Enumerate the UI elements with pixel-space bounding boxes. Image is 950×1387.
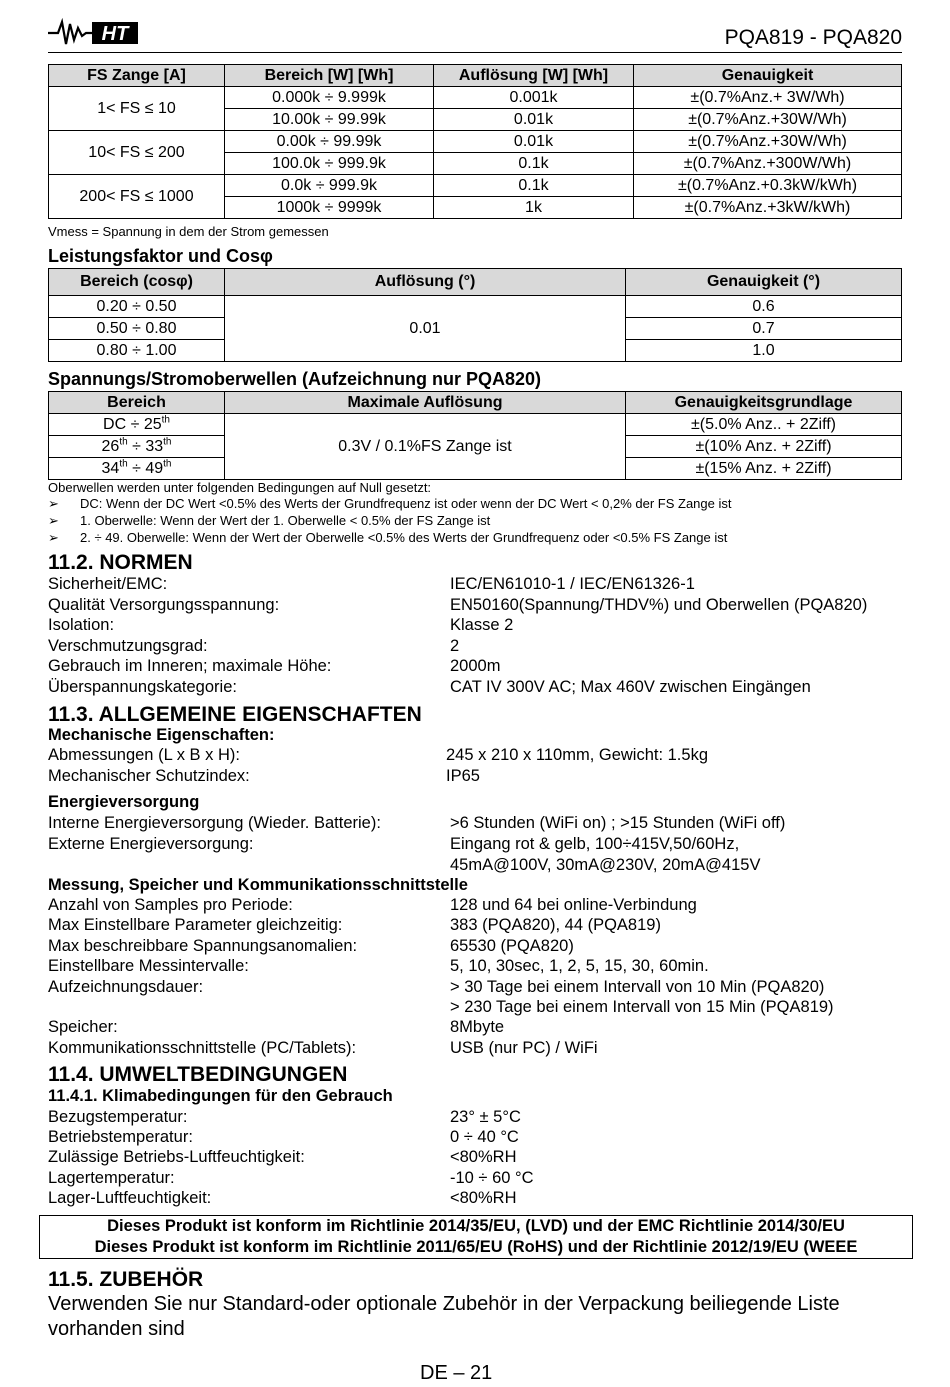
range-cell: 100.0k ÷ 999.9k — [225, 153, 434, 175]
harmonics-title: Spannungs/Stromoberwellen (Aufzeichnung nur PQA820) — [48, 369, 542, 389]
pf-table — [48, 268, 902, 362]
spec-row: Zulässige Betriebs-Luftfeuchtigkeit: <80%RH — [48, 1148, 517, 1166]
harm-range-cell: 34th ÷ 49th — [49, 458, 225, 480]
accuracy-cell: ±(0.7%Anz.+30W/Wh) — [634, 109, 902, 131]
col-pf-range: Bereich (cosφ) — [49, 269, 225, 296]
arrow-bullet-icon: ➢ — [48, 496, 59, 511]
spec-row: Aufzeichnungsdauer: > 30 Tage bei einem Intervall von 10 Min (PQA820) — [48, 978, 825, 996]
harmonics-table — [48, 391, 902, 480]
accuracy-cell: ±(0.7%Anz.+3kW/kWh) — [634, 197, 902, 219]
bullet-item: ➢ 2. ÷ 49. Oberwelle: Wenn der Wert der Oberwelle <0.5% des Werts der Grundfrequenz oder <0.5% FS Zange ist — [48, 530, 728, 545]
pf-range-cell: 0.50 ÷ 0.80 — [49, 318, 225, 340]
normen-heading: 11.2. NORMEN — [48, 551, 193, 574]
table-row — [49, 175, 902, 197]
pf-range-cell: 0.80 ÷ 1.00 — [49, 340, 225, 362]
spec-row: Lagertemperatur: -10 ÷ 60 °C — [48, 1169, 534, 1187]
spec-row: Max Einstellbare Parameter gleichzeitig: 383 (PQA820), 44 (PQA819) — [48, 916, 661, 934]
resolution-cell: 1k — [434, 197, 634, 219]
mess-subtitle: Messung, Speicher und Kommunikationsschnittstelle — [48, 876, 468, 894]
logo-text: HT — [101, 23, 129, 45]
resolution-cell: 0.1k — [434, 153, 634, 175]
spec-row: > 230 Tage bei einem Intervall von 15 Min (PQA819) — [450, 998, 834, 1016]
range-cell: 0.000k ÷ 9.999k — [225, 87, 434, 109]
col-pf-resolution: Auflösung (°) — [225, 269, 626, 296]
power-table-note: Vmess = Spannung in dem der Strom gemessen — [48, 224, 329, 239]
arrow-bullet-icon: ➢ — [48, 513, 59, 528]
table-row — [49, 296, 902, 318]
pf-accuracy-cell: 0.6 — [626, 296, 902, 318]
conformity-box — [39, 1215, 913, 1259]
arrow-bullet-icon: ➢ — [48, 530, 59, 545]
range-cell: 10.00k ÷ 99.99k — [225, 109, 434, 131]
harm-range-cell: 26th ÷ 33th — [49, 436, 225, 458]
fs-cell: 1< FS ≤ 10 — [49, 87, 225, 131]
energy-subtitle: Energieversorgung — [48, 793, 200, 811]
accuracy-cell: ±(0.7%Anz.+0.3kW/kWh) — [634, 175, 902, 197]
pf-accuracy-cell: 0.7 — [626, 318, 902, 340]
spec-row: Qualität Versorgungsspannung: EN50160(Spannung/THDV%) und Oberwellen (PQA820) — [48, 596, 868, 614]
table-row — [49, 131, 902, 153]
harm-accuracy-cell: ±(5.0% Anz.. + 2Ziff) — [626, 414, 902, 436]
spec-row: Externe Energieversorgung: Eingang rot & gelb, 100÷415V,50/60Hz, — [48, 835, 740, 853]
bullet-item: ➢ 1. Oberwelle: Wenn der Wert der 1. Oberwelle < 0.5% der FS Zange ist — [48, 513, 491, 528]
resolution-cell: 0.01k — [434, 109, 634, 131]
col-harm-range: Bereich — [49, 392, 225, 414]
col-harm-resolution: Maximale Auflösung — [225, 392, 626, 414]
resolution-cell: 0.001k — [434, 87, 634, 109]
spec-row: Abmessungen (L x B x H): 245 x 210 x 110mm, Gewicht: 1.5kg — [48, 746, 708, 764]
umwelt-heading: 11.4. UMWELTBEDINGUNGEN — [48, 1063, 348, 1086]
klima-subtitle: 11.4.1. Klimabedingungen für den Gebrauch — [48, 1087, 393, 1105]
range-cell: 0.0k ÷ 999.9k — [225, 175, 434, 197]
accuracy-cell: ±(0.7%Anz.+30W/Wh) — [634, 131, 902, 153]
col-range: Bereich [W] [Wh] — [225, 65, 434, 87]
spec-row: Speicher: 8Mbyte — [48, 1018, 505, 1036]
power-table — [48, 64, 902, 219]
spec-row: 45mA@100V, 30mA@230V, 20mA@415V — [450, 856, 761, 874]
zubehoer-heading: 11.5. ZUBEHÖR — [48, 1268, 204, 1291]
spec-row: Betriebstemperatur: 0 ÷ 40 °C — [48, 1128, 519, 1146]
pf-range-cell: 0.20 ÷ 0.50 — [49, 296, 225, 318]
spec-row: Interne Energieversorgung (Wieder. Batterie): >6 Stunden (WiFi on) ; >15 Stunden (WiFi off) — [48, 814, 786, 832]
pf-resolution-cell: 0.01 — [225, 296, 626, 362]
fs-cell: 10< FS ≤ 200 — [49, 131, 225, 175]
col-harm-accuracy: Genauigkeitsgrundlage — [626, 392, 902, 414]
allgemeine-heading: 11.3. ALLGEMEINE EIGENSCHAFTEN — [48, 703, 422, 726]
harm-range-cell: DC ÷ 25th — [49, 414, 225, 436]
spec-row: Sicherheit/EMC: IEC/EN61010-1 / IEC/EN61326-1 — [48, 575, 695, 593]
col-pf-accuracy: Genauigkeit (°) — [626, 269, 902, 296]
resolution-cell: 0.01k — [434, 131, 634, 153]
harm-accuracy-cell: ±(10% Anz. + 2Ziff) — [626, 436, 902, 458]
fs-cell: 200< FS ≤ 1000 — [49, 175, 225, 219]
conformity-line: Dieses Produkt ist konform im Richtlinie 2011/65/EU (RoHS) und der Richtlinie 2012/19/EU (WEEE — [94, 1238, 858, 1256]
col-accuracy: Genauigkeit — [634, 65, 902, 87]
spec-row: Isolation: Klasse 2 — [48, 616, 514, 634]
spec-row: Verschmutzungsgrad: 2 — [48, 637, 460, 655]
harmonics-note: Oberwellen werden unter folgenden Bedingungen auf Null gesetzt: — [48, 480, 432, 495]
mech-subtitle: Mechanische Eigenschaften: — [48, 726, 275, 744]
harm-resolution-cell: 0.3V / 0.1%FS Zange ist — [225, 414, 626, 480]
resolution-cell: 0.1k — [434, 175, 634, 197]
model-title: PQA819 - PQA820 — [724, 26, 902, 49]
range-cell: 0.00k ÷ 99.99k — [225, 131, 434, 153]
spec-row: Gebrauch im Inneren; maximale Höhe: 2000m — [48, 657, 501, 675]
spec-row: Lager-Luftfeuchtigkeit: <80%RH — [48, 1189, 517, 1207]
harm-accuracy-cell: ±(15% Anz. + 2Ziff) — [626, 458, 902, 480]
spec-row: Kommunikationsschnittstelle (PC/Tablets): USB (nur PC) / WiFi — [48, 1039, 598, 1057]
zubehoer-text: Verwenden Sie nur Standard-oder optionale Zubehör in der Verpackung beiliegende Liste vorhanden sind — [48, 1293, 840, 1340]
range-cell: 1000k ÷ 9999k — [225, 197, 434, 219]
spec-row: Einstellbare Messintervalle: 5, 10, 30sec, 1, 2, 5, 15, 30, 60min. — [48, 957, 709, 975]
pf-title: Leistungsfaktor und Cosφ — [48, 246, 273, 266]
table-row — [49, 414, 902, 436]
page-header — [48, 18, 902, 53]
accuracy-cell: ±(0.7%Anz.+ 3W/Wh) — [634, 87, 902, 109]
conformity-line: Dieses Produkt ist konform im Richtlinie 2014/35/EU, (LVD) und der EMC Richtlinie 2014/30/EU — [107, 1217, 845, 1235]
pf-accuracy-cell: 1.0 — [626, 340, 902, 362]
col-resolution: Auflösung [W] [Wh] — [434, 65, 634, 87]
accuracy-cell: ±(0.7%Anz.+300W/Wh) — [634, 153, 902, 175]
table-row — [49, 87, 902, 109]
bullet-item: ➢ DC: Wenn der DC Wert <0.5% des Werts der Grundfrequenz ist oder wenn der DC Wert < 0,2% der FS Zange ist — [48, 496, 732, 511]
spec-row: Mechanischer Schutzindex: IP65 — [48, 767, 480, 785]
spec-row: Überspannungskategorie: CAT IV 300V AC; Max 460V zwischen Eingängen — [48, 678, 811, 696]
ht-logo — [48, 18, 140, 48]
spec-row: Anzahl von Samples pro Periode: 128 und 64 bei online-Verbindung — [48, 896, 697, 914]
spec-row: Max beschreibbare Spannungsanomalien: 65530 (PQA820) — [48, 937, 574, 955]
spec-row: Bezugstemperatur: 23° ± 5°C — [48, 1108, 521, 1126]
col-fs: FS Zange [A] — [49, 65, 225, 87]
page-number: DE – 21 — [420, 1362, 493, 1384]
